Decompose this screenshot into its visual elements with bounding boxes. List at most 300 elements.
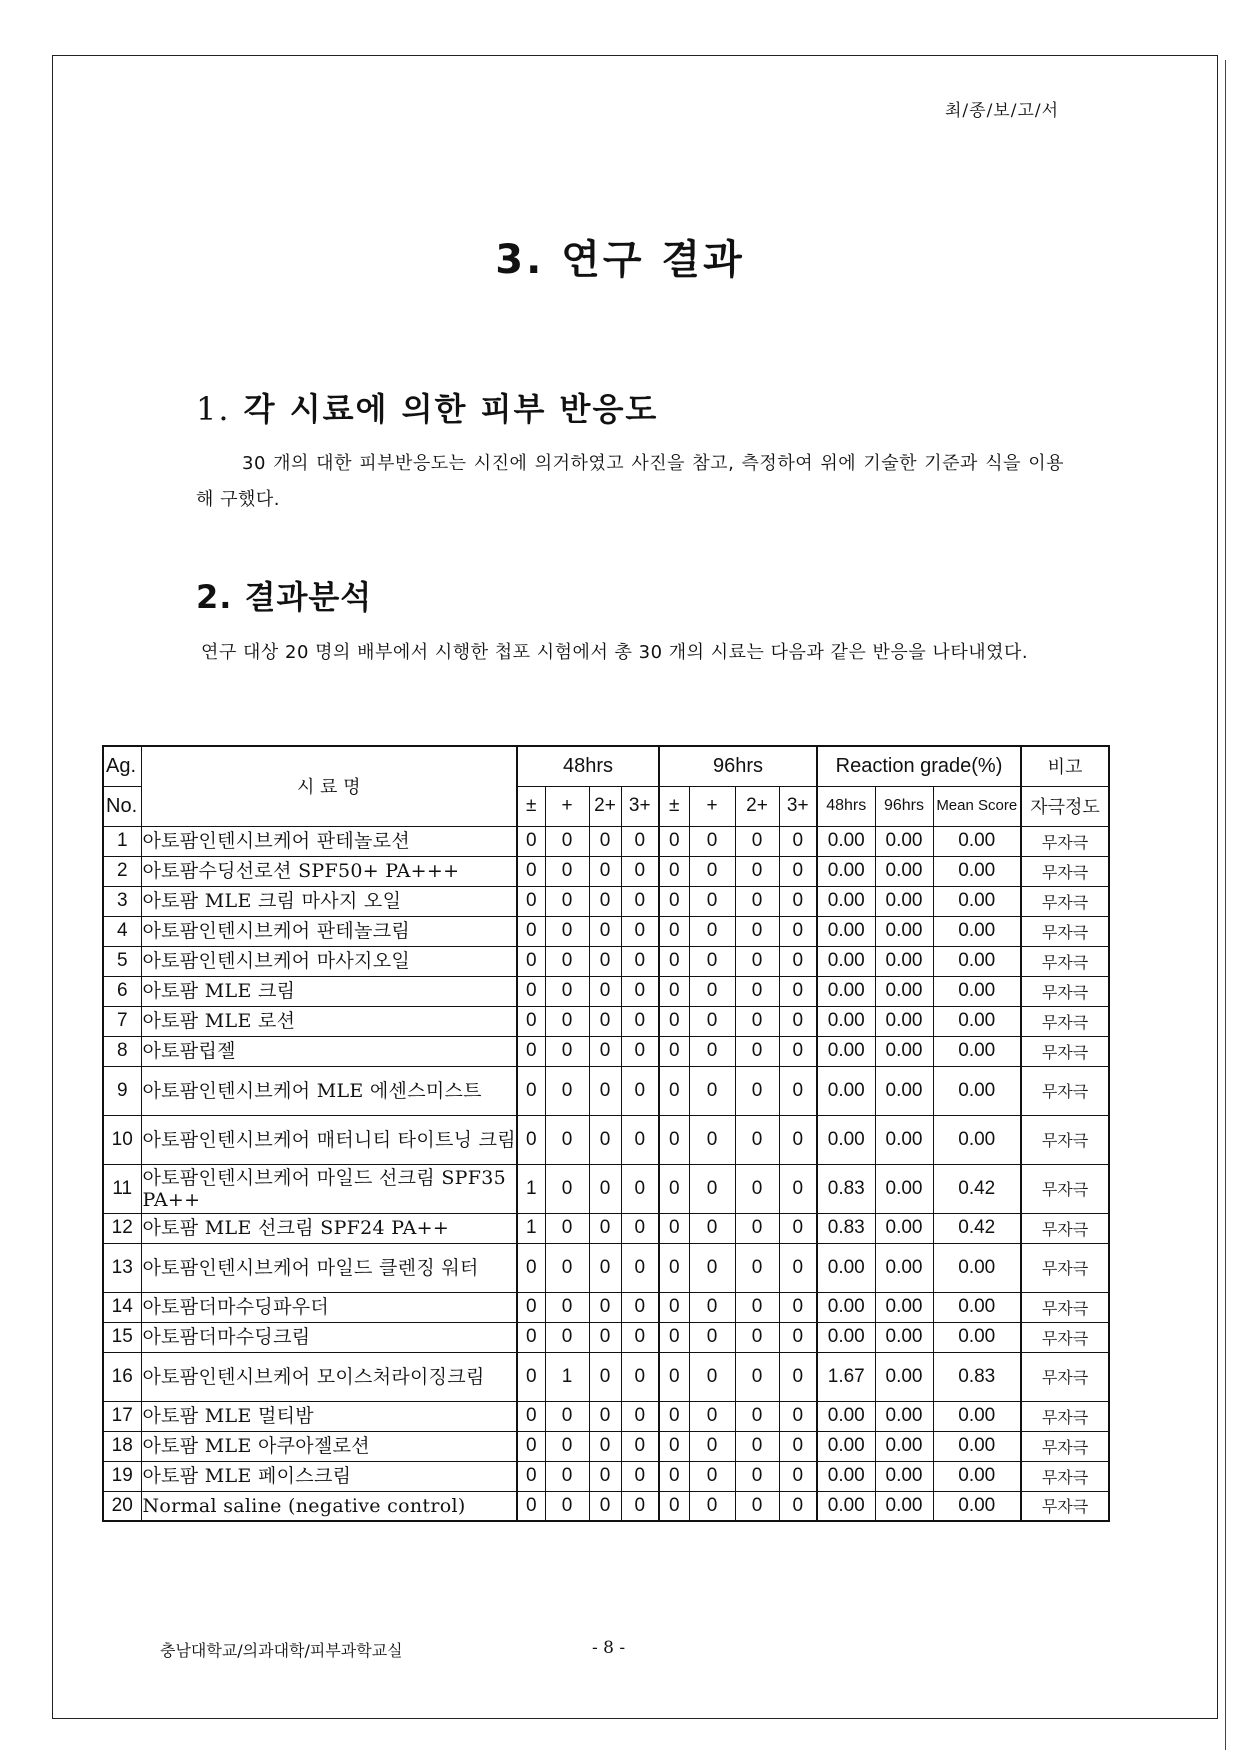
row-number: 2	[103, 856, 141, 886]
grade-48hrs: 0	[545, 946, 589, 976]
grade-96hrs: 0	[689, 1115, 735, 1164]
grade-48hrs: 0	[621, 916, 659, 946]
reaction-48hrs: 0.00	[817, 1006, 875, 1036]
table-row	[103, 886, 1109, 916]
section-2-title: 2. 결과분석	[196, 578, 373, 616]
reaction-96hrs: 0.00	[875, 1461, 933, 1491]
sample-name: 아토팜인텐시브케어 판테놀크림	[141, 916, 517, 946]
irritation-level: 무자극	[1021, 1164, 1109, 1213]
grade-96hrs: 0	[659, 1115, 689, 1164]
mean-score: 0.00	[933, 946, 1021, 976]
mean-score: 0.00	[933, 1006, 1021, 1036]
header-48-grade: 3+	[621, 786, 659, 826]
irritation-level: 무자극	[1021, 976, 1109, 1006]
sample-name: 아토팜 MLE 멀티밤	[141, 1401, 517, 1431]
grade-48hrs: 0	[589, 856, 621, 886]
irritation-level: 무자극	[1021, 1401, 1109, 1431]
row-number: 16	[103, 1352, 141, 1401]
grade-48hrs: 0	[545, 1243, 589, 1292]
mean-score: 0.42	[933, 1213, 1021, 1243]
reaction-96hrs: 0.00	[875, 856, 933, 886]
grade-96hrs: 0	[689, 826, 735, 856]
grade-48hrs: 0	[621, 856, 659, 886]
grade-48hrs: 0	[621, 976, 659, 1006]
footer-institution: 충남대학교/의과대학/피부과학교실	[160, 1641, 403, 1660]
table-row	[103, 946, 1109, 976]
reaction-96hrs: 0.00	[875, 1292, 933, 1322]
grade-96hrs: 0	[779, 1322, 817, 1352]
grade-48hrs: 0	[589, 1352, 621, 1401]
irritation-level: 무자극	[1021, 1491, 1109, 1521]
grade-48hrs: 0	[517, 826, 545, 856]
mean-score: 0.00	[933, 886, 1021, 916]
section-2-paragraph: 연구 대상 20 명의 배부에서 시행한 첩포 시험에서 총 30 개의 시료는 다음과 같은 반응을 나타내였다.	[201, 642, 1029, 663]
sample-name: Normal saline (negative control)	[141, 1491, 517, 1521]
grade-48hrs: 0	[589, 1115, 621, 1164]
row-number: 20	[103, 1491, 141, 1521]
irritation-level: 무자극	[1021, 1213, 1109, 1243]
grade-48hrs: 0	[589, 916, 621, 946]
grade-96hrs: 0	[659, 1292, 689, 1322]
header-96-grade: 2+	[735, 786, 779, 826]
reaction-96hrs: 0.00	[875, 1491, 933, 1521]
grade-96hrs: 0	[779, 1115, 817, 1164]
grade-48hrs: 0	[545, 886, 589, 916]
table-row	[103, 1431, 1109, 1461]
grade-48hrs: 0	[589, 1401, 621, 1431]
grade-96hrs: 0	[779, 1292, 817, 1322]
reaction-48hrs: 0.00	[817, 1066, 875, 1115]
irritation-level: 무자극	[1021, 886, 1109, 916]
grade-96hrs: 0	[689, 1213, 735, 1243]
row-number: 17	[103, 1401, 141, 1431]
grade-48hrs: 0	[621, 1401, 659, 1431]
grade-96hrs: 0	[779, 1491, 817, 1521]
header-48-grade: ±	[517, 786, 545, 826]
grade-96hrs: 0	[659, 886, 689, 916]
grade-96hrs: 0	[779, 1401, 817, 1431]
mean-score: 0.00	[933, 1491, 1021, 1521]
grade-96hrs: 0	[659, 1322, 689, 1352]
grade-96hrs: 0	[689, 1006, 735, 1036]
grade-48hrs: 0	[517, 1352, 545, 1401]
grade-96hrs: 0	[779, 1066, 817, 1115]
grade-48hrs: 0	[589, 826, 621, 856]
grade-96hrs: 0	[779, 1352, 817, 1401]
grade-96hrs: 0	[659, 976, 689, 1006]
grade-96hrs: 0	[689, 1243, 735, 1292]
reaction-48hrs: 0.00	[817, 1431, 875, 1461]
irritation-level: 무자극	[1021, 1066, 1109, 1115]
header-96-grade: ±	[659, 786, 689, 826]
irritation-level: 무자극	[1021, 916, 1109, 946]
grade-96hrs: 0	[735, 1115, 779, 1164]
reaction-96hrs: 0.00	[875, 1401, 933, 1431]
grade-96hrs: 0	[659, 1461, 689, 1491]
mean-score: 0.00	[933, 1115, 1021, 1164]
grade-48hrs: 0	[589, 1006, 621, 1036]
grade-48hrs: 0	[621, 826, 659, 856]
grade-96hrs: 0	[689, 1322, 735, 1352]
section-1-heading: 각 시료에 의한 피부 반응도	[243, 390, 659, 428]
grade-96hrs: 0	[735, 976, 779, 1006]
mean-score: 0.00	[933, 1066, 1021, 1115]
grade-48hrs: 0	[621, 1491, 659, 1521]
grade-96hrs: 0	[689, 886, 735, 916]
row-number: 7	[103, 1006, 141, 1036]
grade-96hrs: 0	[735, 856, 779, 886]
header-96hrs: 96hrs	[659, 746, 817, 786]
row-number: 15	[103, 1322, 141, 1352]
reaction-96hrs: 0.00	[875, 1164, 933, 1213]
grade-96hrs: 0	[735, 1292, 779, 1322]
grade-48hrs: 0	[621, 1292, 659, 1322]
grade-96hrs: 0	[779, 856, 817, 886]
grade-48hrs: 0	[545, 916, 589, 946]
header-rg-96hrs: 96hrs	[875, 786, 933, 826]
row-number: 10	[103, 1115, 141, 1164]
reaction-48hrs: 0.00	[817, 916, 875, 946]
grade-48hrs: 0	[589, 1036, 621, 1066]
header-48hrs: 48hrs	[517, 746, 659, 786]
table-row	[103, 1006, 1109, 1036]
table-row	[103, 1066, 1109, 1115]
grade-96hrs: 0	[689, 1431, 735, 1461]
grade-96hrs: 0	[735, 1036, 779, 1066]
grade-48hrs: 0	[589, 1431, 621, 1461]
grade-96hrs: 0	[689, 856, 735, 886]
reaction-96hrs: 0.00	[875, 1006, 933, 1036]
grade-48hrs: 0	[589, 1066, 621, 1115]
reaction-96hrs: 0.00	[875, 1322, 933, 1352]
grade-48hrs: 0	[621, 1352, 659, 1401]
sample-name: 아토팜 MLE 선크림 SPF24 PA++	[141, 1213, 517, 1243]
results-table-body	[103, 826, 1109, 1521]
reaction-96hrs: 0.00	[875, 1115, 933, 1164]
grade-48hrs: 0	[517, 1006, 545, 1036]
row-number: 12	[103, 1213, 141, 1243]
reaction-48hrs: 0.00	[817, 1115, 875, 1164]
grade-96hrs: 0	[659, 1213, 689, 1243]
grade-48hrs: 0	[517, 1066, 545, 1115]
row-number: 18	[103, 1431, 141, 1461]
table-row	[103, 1461, 1109, 1491]
table-row	[103, 1164, 1109, 1213]
grade-48hrs: 0	[545, 1164, 589, 1213]
grade-48hrs: 0	[545, 1115, 589, 1164]
reaction-96hrs: 0.00	[875, 1066, 933, 1115]
reaction-48hrs: 0.00	[817, 1292, 875, 1322]
grade-48hrs: 0	[621, 1164, 659, 1213]
table-row	[103, 1352, 1109, 1401]
grade-48hrs: 0	[545, 1401, 589, 1431]
grade-96hrs: 0	[735, 1461, 779, 1491]
grade-96hrs: 0	[779, 1006, 817, 1036]
grade-96hrs: 0	[659, 1066, 689, 1115]
grade-48hrs: 0	[621, 1461, 659, 1491]
grade-96hrs: 0	[735, 1243, 779, 1292]
sample-name: 아토팜더마수딩파우더	[141, 1292, 517, 1322]
grade-96hrs: 0	[659, 1006, 689, 1036]
irritation-level: 무자극	[1021, 856, 1109, 886]
grade-48hrs: 0	[621, 1036, 659, 1066]
mean-score: 0.00	[933, 1431, 1021, 1461]
grade-48hrs: 0	[517, 1243, 545, 1292]
grade-48hrs: 0	[621, 1066, 659, 1115]
grade-48hrs: 0	[589, 946, 621, 976]
grade-48hrs: 1	[545, 1352, 589, 1401]
grade-48hrs: 0	[545, 826, 589, 856]
header-note: 비고	[1021, 746, 1109, 786]
results-table	[102, 745, 1110, 1522]
grade-96hrs: 0	[689, 1491, 735, 1521]
sample-name: 아토팜 MLE 페이스크림	[141, 1461, 517, 1491]
reaction-48hrs: 0.00	[817, 1401, 875, 1431]
grade-48hrs: 0	[545, 1213, 589, 1243]
mean-score: 0.00	[933, 1401, 1021, 1431]
grade-96hrs: 0	[659, 856, 689, 886]
reaction-96hrs: 0.00	[875, 1243, 933, 1292]
irritation-level: 무자극	[1021, 1461, 1109, 1491]
grade-48hrs: 0	[589, 976, 621, 1006]
row-number: 11	[103, 1164, 141, 1213]
grade-96hrs: 0	[689, 1164, 735, 1213]
grade-48hrs: 0	[589, 1213, 621, 1243]
header-sample-name: 시 료 명	[141, 746, 517, 826]
mean-score: 0.00	[933, 1036, 1021, 1066]
mean-score: 0.00	[933, 1292, 1021, 1322]
header-mean-score: Mean Score	[933, 786, 1021, 826]
grade-48hrs: 0	[621, 1115, 659, 1164]
row-number: 14	[103, 1292, 141, 1322]
grade-96hrs: 0	[779, 1164, 817, 1213]
table-row	[103, 1401, 1109, 1431]
grade-96hrs: 0	[735, 1066, 779, 1115]
header-48-grade: 2+	[589, 786, 621, 826]
grade-96hrs: 0	[735, 1213, 779, 1243]
grade-48hrs: 0	[545, 1491, 589, 1521]
grade-48hrs: 0	[589, 886, 621, 916]
row-number: 3	[103, 886, 141, 916]
reaction-48hrs: 0.00	[817, 1322, 875, 1352]
sample-name: 아토팜인텐시브케어 마일드 클렌징 워터	[141, 1243, 517, 1292]
grade-48hrs: 1	[517, 1213, 545, 1243]
grade-48hrs: 0	[589, 1243, 621, 1292]
sample-name: 아토팜 MLE 크림	[141, 976, 517, 1006]
reaction-48hrs: 0.00	[817, 1461, 875, 1491]
grade-96hrs: 0	[779, 886, 817, 916]
grade-96hrs: 0	[689, 1066, 735, 1115]
grade-96hrs: 0	[689, 1352, 735, 1401]
header-reaction-grade: Reaction grade(%)	[817, 746, 1021, 786]
irritation-level: 무자극	[1021, 1115, 1109, 1164]
mean-score: 0.00	[933, 976, 1021, 1006]
sample-name: 아토팜 MLE 로션	[141, 1006, 517, 1036]
grade-48hrs: 0	[621, 946, 659, 976]
grade-48hrs: 0	[517, 1322, 545, 1352]
grade-96hrs: 0	[779, 1243, 817, 1292]
reaction-48hrs: 0.83	[817, 1213, 875, 1243]
grade-48hrs: 0	[517, 976, 545, 1006]
row-number: 5	[103, 946, 141, 976]
grade-48hrs: 0	[621, 886, 659, 916]
grade-48hrs: 0	[589, 1292, 621, 1322]
grade-48hrs: 0	[621, 1213, 659, 1243]
header-no: No.	[103, 786, 141, 826]
reaction-96hrs: 0.00	[875, 916, 933, 946]
row-number: 4	[103, 916, 141, 946]
grade-48hrs: 0	[545, 1292, 589, 1322]
sample-name: 아토팜인텐시브케어 마사지오일	[141, 946, 517, 976]
reaction-96hrs: 0.00	[875, 946, 933, 976]
table-row	[103, 1036, 1109, 1066]
scan-edge-line	[1225, 60, 1226, 1750]
grade-96hrs: 0	[659, 826, 689, 856]
table-row	[103, 1213, 1109, 1243]
chapter-title: 3. 연구 결과	[495, 237, 745, 283]
table-row	[103, 1115, 1109, 1164]
header-96-grade: +	[689, 786, 735, 826]
sample-name: 아토팜인텐시브케어 매터니티 타이트닝 크림	[141, 1115, 517, 1164]
grade-48hrs: 0	[589, 1491, 621, 1521]
mean-score: 0.00	[933, 1461, 1021, 1491]
grade-96hrs: 0	[659, 1431, 689, 1461]
table-row	[103, 976, 1109, 1006]
grade-48hrs: 0	[589, 1461, 621, 1491]
irritation-level: 무자극	[1021, 1352, 1109, 1401]
grade-96hrs: 0	[779, 1461, 817, 1491]
grade-48hrs: 0	[545, 1006, 589, 1036]
table-row	[103, 916, 1109, 946]
reaction-96hrs: 0.00	[875, 976, 933, 1006]
table-row	[103, 856, 1109, 886]
grade-48hrs: 0	[517, 946, 545, 976]
sample-name: 아토팜인텐시브케어 판테놀로션	[141, 826, 517, 856]
grade-96hrs: 0	[779, 916, 817, 946]
reaction-48hrs: 1.67	[817, 1352, 875, 1401]
grade-48hrs: 0	[517, 1401, 545, 1431]
reaction-48hrs: 0.00	[817, 1036, 875, 1066]
irritation-level: 무자극	[1021, 826, 1109, 856]
grade-48hrs: 0	[589, 1164, 621, 1213]
mean-score: 0.00	[933, 826, 1021, 856]
irritation-level: 무자극	[1021, 1006, 1109, 1036]
grade-96hrs: 0	[659, 946, 689, 976]
reaction-48hrs: 0.00	[817, 1491, 875, 1521]
grade-96hrs: 0	[659, 1036, 689, 1066]
row-number: 13	[103, 1243, 141, 1292]
mean-score: 0.00	[933, 1243, 1021, 1292]
sample-name: 아토팜 MLE 아쿠아젤로션	[141, 1431, 517, 1461]
reaction-48hrs: 0.00	[817, 886, 875, 916]
irritation-level: 무자극	[1021, 1431, 1109, 1461]
section-1-title	[196, 384, 658, 430]
sample-name: 아토팜더마수딩크림	[141, 1322, 517, 1352]
sample-name: 아토팜인텐시브케어 MLE 에센스미스트	[141, 1066, 517, 1115]
header-96-grade: 3+	[779, 786, 817, 826]
row-number: 19	[103, 1461, 141, 1491]
irritation-level: 무자극	[1021, 1243, 1109, 1292]
mean-score: 0.42	[933, 1164, 1021, 1213]
grade-48hrs: 1	[517, 1164, 545, 1213]
mean-score: 0.00	[933, 1322, 1021, 1352]
grade-96hrs: 0	[735, 886, 779, 916]
reaction-48hrs: 0.00	[817, 976, 875, 1006]
reaction-48hrs: 0.00	[817, 1243, 875, 1292]
section-1-paragraph: 30 개의 대한 피부반응도는 시진에 의거하였고 사진을 참고, 측정하여 위에 기술한 기준과 식을 이용해 구했다.	[196, 453, 1064, 510]
grade-96hrs: 0	[779, 1036, 817, 1066]
grade-96hrs: 0	[689, 916, 735, 946]
row-number: 9	[103, 1066, 141, 1115]
grade-48hrs: 0	[517, 1461, 545, 1491]
grade-48hrs: 0	[621, 1322, 659, 1352]
grade-96hrs: 0	[735, 826, 779, 856]
grade-96hrs: 0	[659, 1164, 689, 1213]
grade-96hrs: 0	[779, 1431, 817, 1461]
grade-96hrs: 0	[779, 826, 817, 856]
header-irritation: 자극정도	[1021, 786, 1109, 826]
grade-48hrs: 0	[545, 1066, 589, 1115]
grade-96hrs: 0	[735, 946, 779, 976]
grade-96hrs: 0	[735, 1491, 779, 1521]
grade-96hrs: 0	[735, 1431, 779, 1461]
mean-score: 0.83	[933, 1352, 1021, 1401]
grade-48hrs: 0	[517, 856, 545, 886]
table-row	[103, 1491, 1109, 1521]
sample-name: 아토팜수딩선로션 SPF50+ PA+++	[141, 856, 517, 886]
section-1-number: 1.	[196, 390, 231, 428]
grade-96hrs: 0	[735, 1401, 779, 1431]
grade-96hrs: 0	[735, 1164, 779, 1213]
grade-96hrs: 0	[779, 946, 817, 976]
header-48-grade: +	[545, 786, 589, 826]
reaction-96hrs: 0.00	[875, 1352, 933, 1401]
grade-96hrs: 0	[689, 1401, 735, 1431]
reaction-96hrs: 0.00	[875, 1213, 933, 1243]
sample-name: 아토팜인텐시브케어 마일드 선크림 SPF35 PA++	[141, 1164, 517, 1213]
grade-96hrs: 0	[689, 976, 735, 1006]
grade-48hrs: 0	[517, 1491, 545, 1521]
sample-name: 아토팜인텐시브케어 모이스처라이징크림	[141, 1352, 517, 1401]
table-row	[103, 826, 1109, 856]
reaction-96hrs: 0.00	[875, 886, 933, 916]
sample-name: 아토팜 MLE 크림 마사지 오일	[141, 886, 517, 916]
irritation-level: 무자극	[1021, 946, 1109, 976]
grade-48hrs: 0	[545, 976, 589, 1006]
reaction-96hrs: 0.00	[875, 1431, 933, 1461]
irritation-level: 무자극	[1021, 1292, 1109, 1322]
table-row	[103, 1243, 1109, 1292]
grade-96hrs: 0	[735, 1322, 779, 1352]
grade-96hrs: 0	[659, 1401, 689, 1431]
grade-96hrs: 0	[659, 1352, 689, 1401]
grade-96hrs: 0	[659, 1491, 689, 1521]
grade-48hrs: 0	[517, 1036, 545, 1066]
grade-96hrs: 0	[735, 1006, 779, 1036]
header-ag: Ag.	[103, 746, 141, 786]
grade-96hrs: 0	[689, 1036, 735, 1066]
reaction-48hrs: 0.00	[817, 856, 875, 886]
grade-48hrs: 0	[517, 916, 545, 946]
grade-48hrs: 0	[545, 1431, 589, 1461]
grade-48hrs: 0	[545, 1461, 589, 1491]
reaction-48hrs: 0.83	[817, 1164, 875, 1213]
reaction-96hrs: 0.00	[875, 1036, 933, 1066]
grade-48hrs: 0	[517, 1292, 545, 1322]
grade-48hrs: 0	[545, 1322, 589, 1352]
grade-96hrs: 0	[779, 976, 817, 1006]
row-number: 8	[103, 1036, 141, 1066]
